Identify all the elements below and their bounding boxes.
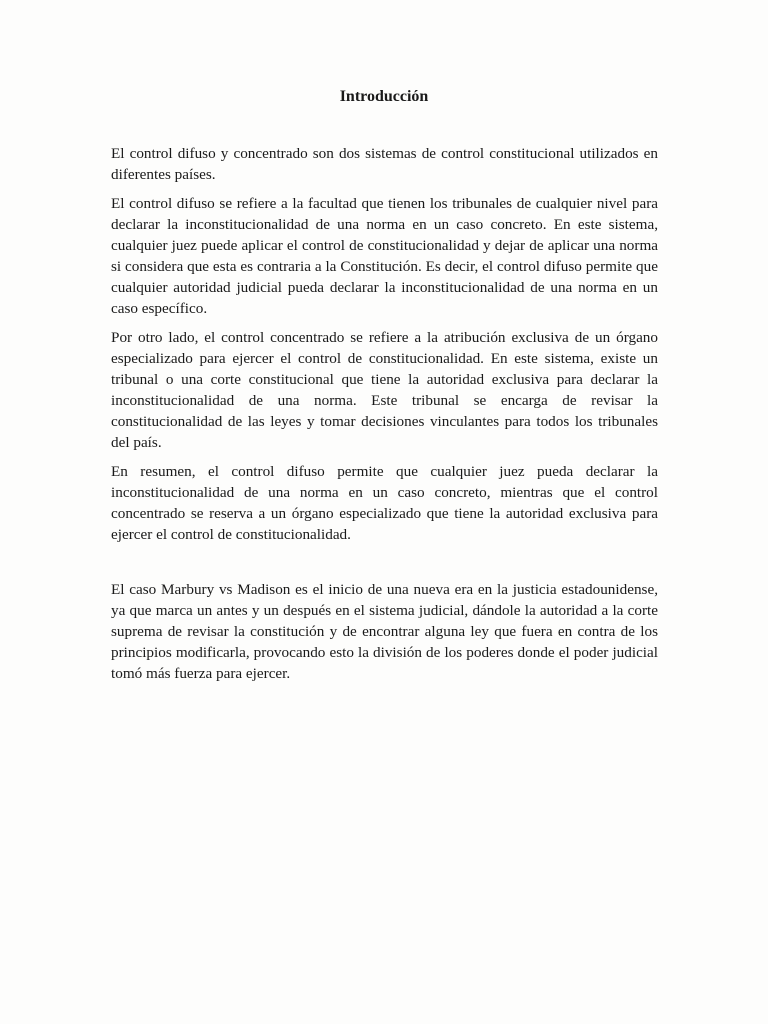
paragraph-control-difuso: El control difuso se refiere a la facultad que tienen los tribunales de cualquier nivel para declarar la inconstitucionalidad de una norma en un caso concreto. En este sistema, cualquier juez puede aplicar el control de constitucionalidad y dejar de aplicar una norma si considera que esta es contraria a la Constitución. Es decir, el control difuso permite que cualquier autoridad judicial pueda declarar la inconstitucionalidad de una norma en un caso específico. (111, 195, 658, 317)
document-body (111, 143, 658, 692)
paragraph-marbury-madison: El caso Marbury vs Madison es el inicio de una nueva era en la justicia estadounidense, ya que marca un antes y un después en el sistema judicial, dándole la autoridad a la corte suprema de revisar la constitución y de encontrar alguna ley que fuera en contra de los principios modificarla, provocando esto la división de los poderes donde el poder judicial tomó más fuerza para ejercer. (111, 581, 658, 682)
paragraph-control-concentrado: Por otro lado, el control concentrado se refiere a la atribución exclusiva de un órgano especializado para ejercer el control de constitucionalidad. En este sistema, existe un tribunal o una corte constitucional que tiene la autoridad exclusiva para declarar la inconstitucionalidad de una norma. Este tribunal se encarga de revisar la constitucionalidad de las leyes y tomar decisiones vinculantes para todos los tribunales del país. (111, 329, 658, 451)
paragraph-intro: El control difuso y concentrado son dos sistemas de control constitucional utilizados en diferentes países. (111, 145, 658, 183)
paragraph-resumen: En resumen, el control difuso permite que cualquier juez pueda declarar la inconstitucionalidad de una norma en un caso concreto, mientras que el control concentrado se reserva a un órgano especializado que tiene la autoridad exclusiva para ejercer el control de constitucionalidad. (111, 463, 658, 543)
page-title: Introducción (339, 88, 429, 105)
